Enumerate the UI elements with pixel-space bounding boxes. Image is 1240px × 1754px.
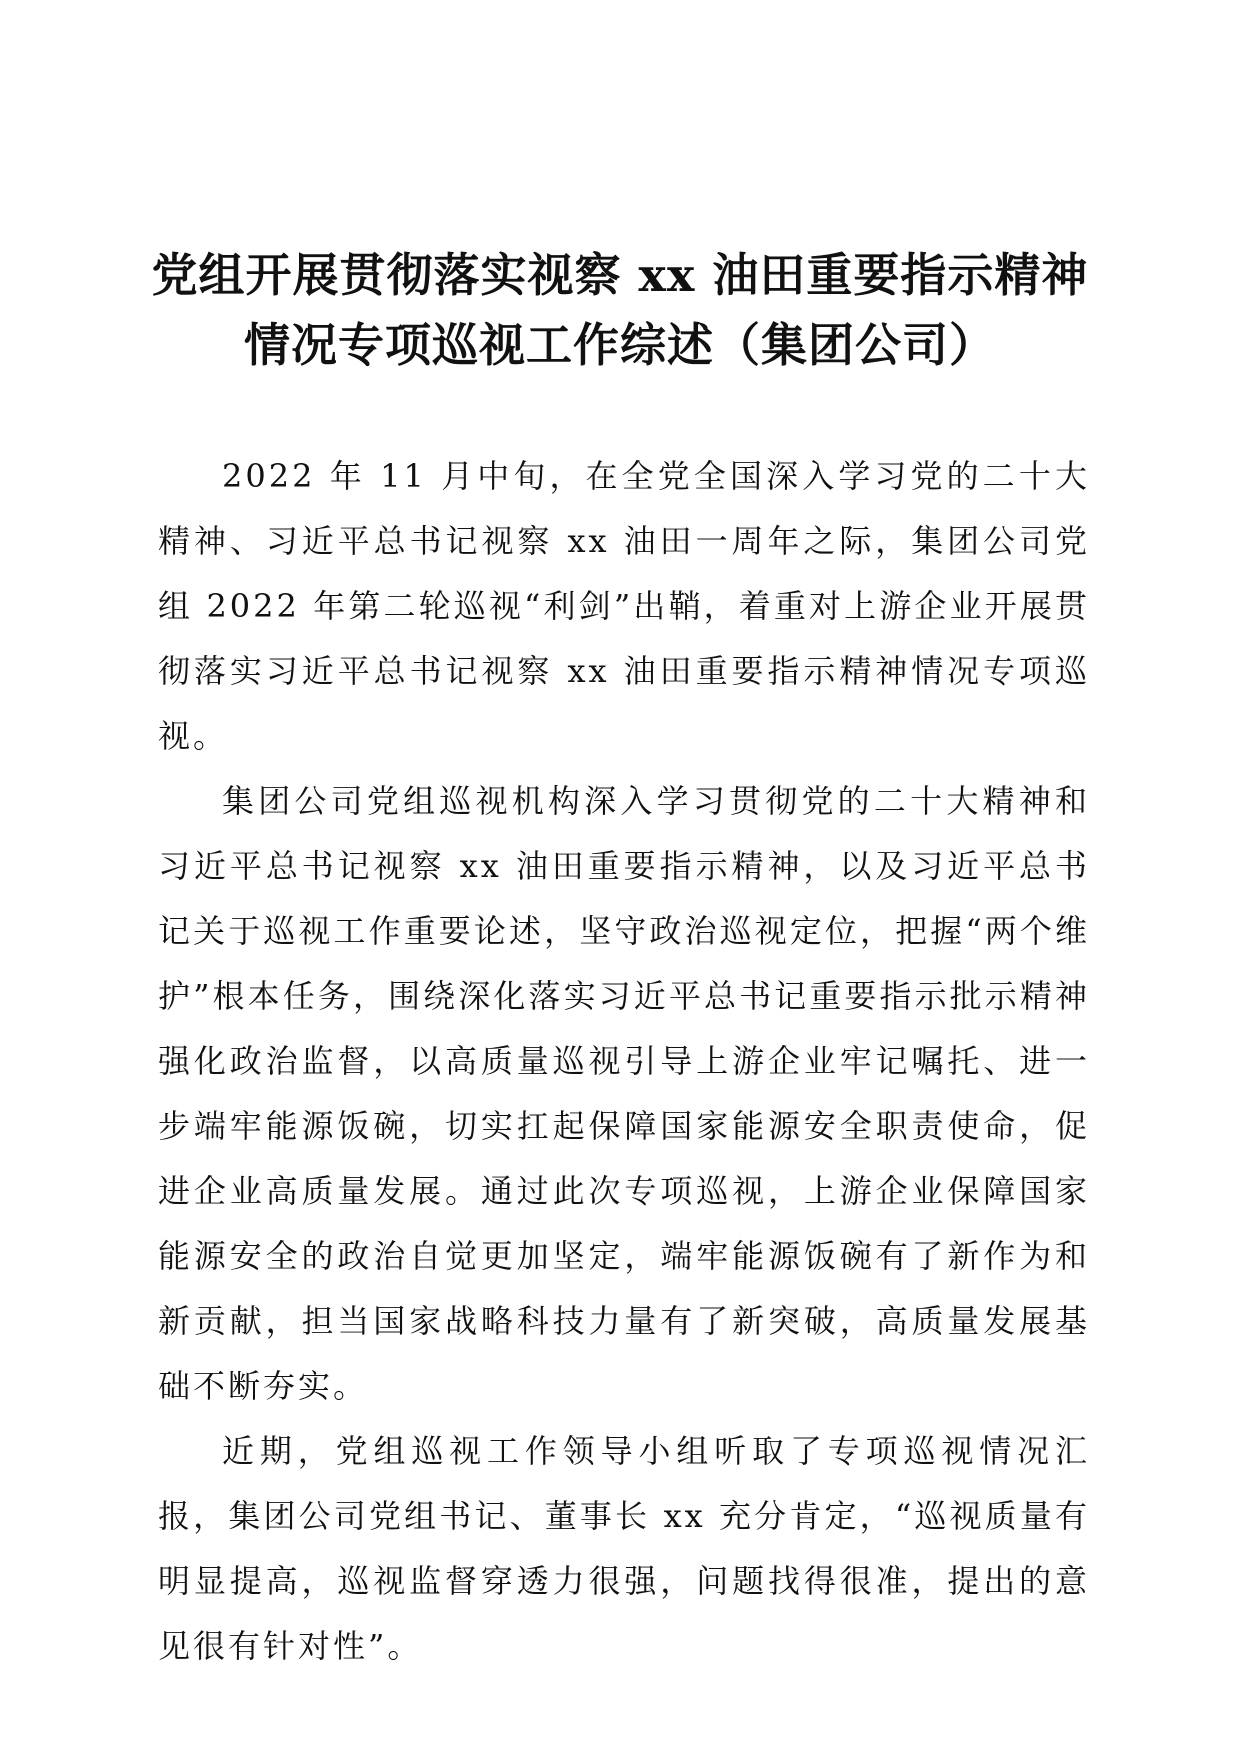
- title-line-1: 党组开展贯彻落实视察 xx 油田重要指示精神: [151, 248, 1089, 302]
- paragraph-2: 集团公司党组巡视机构深入学习贯彻党的二十大精神和习近平总书记视察 xx 油田重要指示精神，以及习近平总书记关于巡视工作重要论述，坚守政治巡视定位，把握“两个维护”根本任务，围绕深化落实习近平总书记重要指示批示精神强化政治监督，以高质量巡视引导上游企业牢记嘱托、进一步端牢能源饭碗，切实扛起保障国家能源安全职责使命，促进企业高质量发展。通过此次专项巡视，上游企业保障国家能源安全的政治自觉更加坚定，端牢能源饭碗有了新作为和新贡献，担当国家战略科技力量有了新突破，高质量发展基础不断夯实。: [158, 782, 1090, 1405]
- document-title: [140, 240, 1100, 380]
- document-body: [158, 444, 1090, 1679]
- paragraph-3: 近期，党组巡视工作领导小组听取了专项巡视情况汇报，集团公司党组书记、董事长 xx 充分肯定，“巡视质量有明显提高，巡视监督穿透力很强，问题找得很准，提出的意见很有针对性”。: [158, 1432, 1090, 1665]
- title-line-2: 情况专项巡视工作综述（集团公司）: [244, 318, 996, 372]
- paragraph-1: 2022 年 11 月中旬，在全党全国深入学习党的二十大精神、习近平总书记视察 xx 油田一周年之际，集团公司党组 2022 年第二轮巡视“利剑”出鞘，着重对上游企业开展贯彻落实习近平总书记视察 xx 油田重要指示精神情况专项巡视。: [158, 457, 1090, 755]
